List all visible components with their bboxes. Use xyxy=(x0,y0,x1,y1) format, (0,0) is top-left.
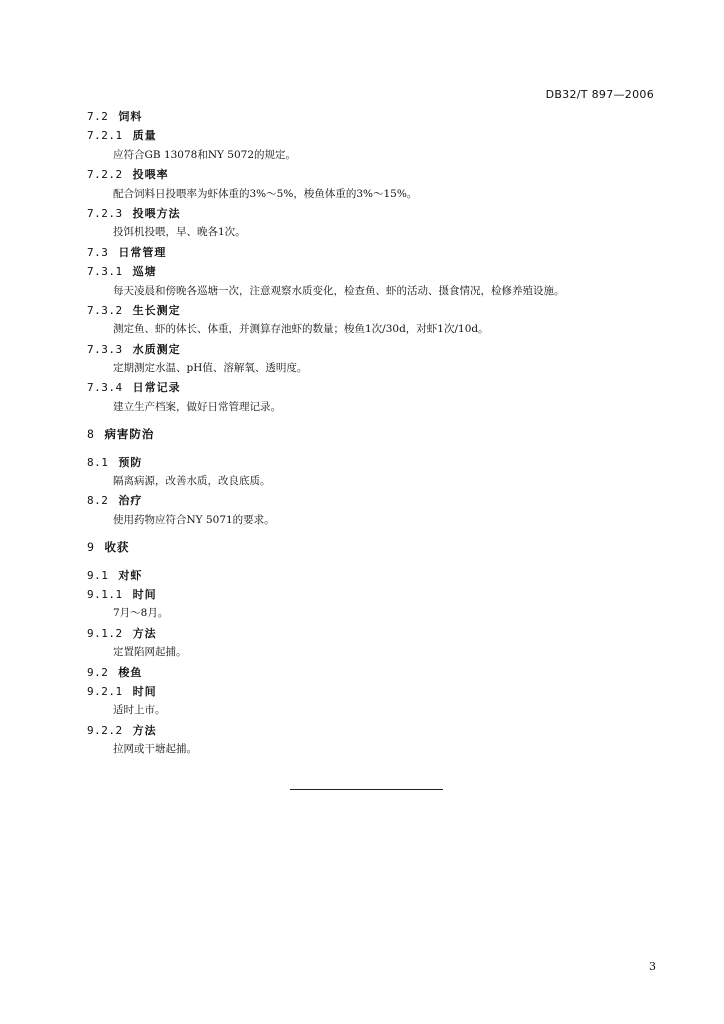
heading-number: 7.2.2 xyxy=(87,168,123,182)
heading-number: 8.2 xyxy=(87,494,109,508)
heading-number: 7.3 xyxy=(87,245,109,259)
document-code: DB32/T 897—2006 xyxy=(545,88,654,101)
body-paragraph: 7月～8月。 xyxy=(113,607,169,620)
body-paragraph: 配合饲料日投喂率为虾体重的3%～5%，梭鱼体重的3%～15%。 xyxy=(113,187,418,200)
body-paragraph: 测定鱼、虾的体长、体重，并测算存池虾的数量；梭鱼1次/30d，对虾1次/10d。 xyxy=(113,323,489,336)
section-heading xyxy=(87,165,667,184)
section-heading xyxy=(87,566,667,585)
section-heading xyxy=(87,585,667,604)
heading-number: 9.1.1 xyxy=(87,587,123,601)
heading-title: 巡塘 xyxy=(132,265,157,279)
heading-number: 7.3.2 xyxy=(87,303,123,317)
body-paragraph: 建立生产档案，做好日常管理记录。 xyxy=(113,400,281,413)
section-heading xyxy=(87,262,667,281)
body-paragraph: 投饵机投喂，早、晚各1次。 xyxy=(113,226,246,239)
heading-number: 9.1.2 xyxy=(87,626,123,640)
section-gap xyxy=(87,558,667,566)
body-paragraph: 适时上市。 xyxy=(113,704,166,717)
heading-title: 投喂方法 xyxy=(132,206,181,220)
heading-title: 投喂率 xyxy=(132,168,169,182)
section-heading xyxy=(87,453,667,472)
heading-title: 质量 xyxy=(132,129,157,143)
heading-number: 8 xyxy=(87,427,95,442)
section-heading xyxy=(87,721,667,740)
heading-title: 梭鱼 xyxy=(118,665,143,679)
chapter-heading xyxy=(87,425,667,444)
chapter-heading xyxy=(87,538,667,557)
heading-number: 7.3.1 xyxy=(87,265,123,279)
heading-title: 病害防治 xyxy=(104,427,155,442)
section-heading xyxy=(87,663,667,682)
section-heading xyxy=(87,491,667,510)
section-heading xyxy=(87,378,667,397)
heading-number: 7.3.3 xyxy=(87,342,123,356)
section-heading xyxy=(87,682,667,701)
section-heading xyxy=(87,301,667,320)
section-heading xyxy=(87,126,667,145)
heading-number: 9.1 xyxy=(87,568,109,582)
body-paragraph: 定置陷网起捕。 xyxy=(113,646,187,659)
body-paragraph: 每天凌晨和傍晚各巡塘一次，注意观察水质变化，检查鱼、虾的活动、摄食情况，检修养殖设施。 xyxy=(113,284,565,297)
heading-number: 7.2.3 xyxy=(87,206,123,220)
document-body xyxy=(87,107,667,760)
heading-number: 9.2.1 xyxy=(87,684,123,698)
body-paragraph: 拉网或干塘起捕。 xyxy=(113,743,197,756)
body-paragraph: 使用药物应符合NY 5071的要求。 xyxy=(113,513,275,526)
heading-number: 8.1 xyxy=(87,455,109,469)
heading-title: 水质测定 xyxy=(132,342,181,356)
heading-title: 对虾 xyxy=(118,568,143,582)
section-heading xyxy=(87,624,667,643)
heading-number: 7.3.4 xyxy=(87,381,123,395)
section-gap xyxy=(87,530,667,538)
heading-number: 9 xyxy=(87,540,95,555)
body-paragraph: 定期测定水温、pH值、溶解氧、透明度。 xyxy=(113,362,308,375)
heading-title: 预防 xyxy=(118,455,143,469)
section-heading xyxy=(87,340,667,359)
heading-title: 时间 xyxy=(132,684,157,698)
heading-title: 方法 xyxy=(132,626,157,640)
heading-title: 日常管理 xyxy=(118,245,167,259)
section-gap xyxy=(87,445,667,453)
heading-title: 日常记录 xyxy=(132,381,181,395)
heading-title: 生长测定 xyxy=(132,303,181,317)
heading-title: 收获 xyxy=(104,540,130,555)
section-heading xyxy=(87,243,667,262)
heading-title: 治疗 xyxy=(118,494,143,508)
body-paragraph: 隔离病源，改善水质，改良底质。 xyxy=(113,475,271,488)
heading-number: 7.2.1 xyxy=(87,129,123,143)
section-heading xyxy=(87,204,667,223)
heading-number: 7.2 xyxy=(87,110,109,123)
heading-number: 9.2 xyxy=(87,665,109,679)
heading-title: 方法 xyxy=(132,723,157,737)
body-paragraph: 应符合GB 13078和NY 5072的规定。 xyxy=(113,148,297,161)
section-heading xyxy=(87,107,667,126)
heading-title: 时间 xyxy=(132,587,157,601)
section-gap xyxy=(87,417,667,425)
end-rule xyxy=(290,789,443,790)
heading-title: 饲料 xyxy=(118,110,143,123)
heading-number: 9.2.2 xyxy=(87,723,123,737)
page-number: 3 xyxy=(649,960,656,973)
